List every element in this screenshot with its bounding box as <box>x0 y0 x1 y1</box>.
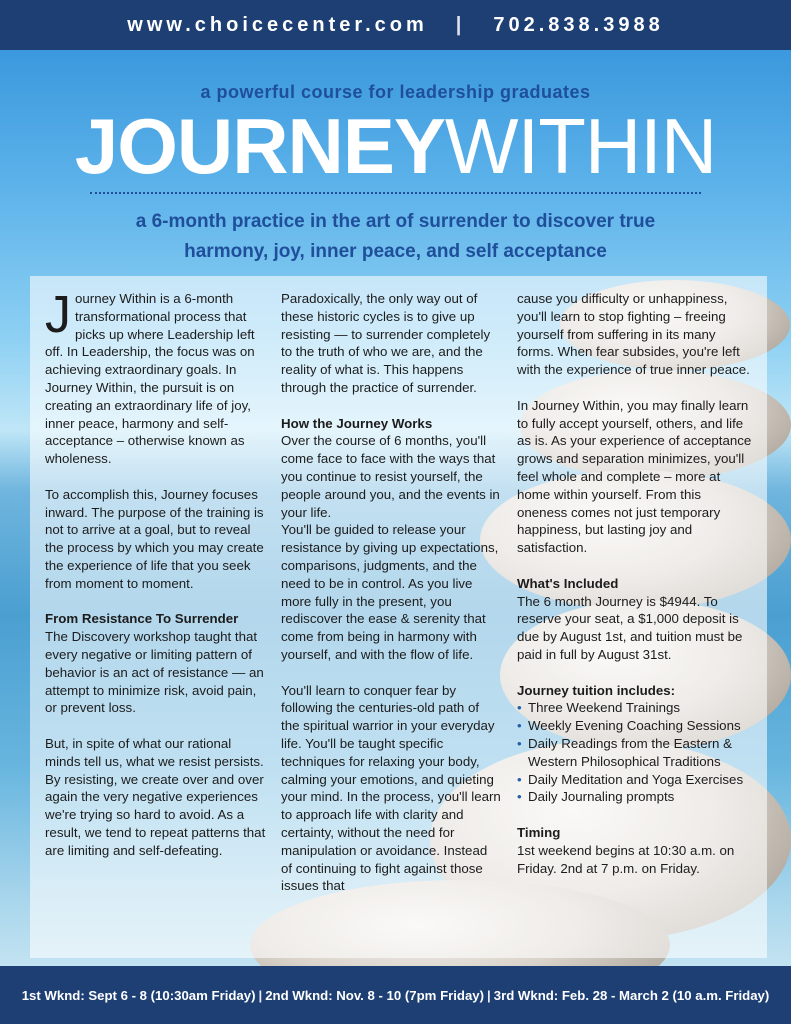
website-link[interactable]: www.choicecenter.com <box>127 13 428 36</box>
section-heading: Timing <box>517 824 561 840</box>
page-title <box>0 102 791 190</box>
drop-cap: J <box>45 286 71 344</box>
weekend-2-dates: 2nd Wknd: Nov. 8 - 10 (7pm Friday) <box>265 987 485 1003</box>
subtitle-line-2: harmony, joy, inner peace, and self acceptance <box>184 241 607 262</box>
separator: | <box>258 987 263 1003</box>
section-heading: Journey tuition includes: <box>517 682 676 698</box>
bullet-icon: • <box>517 718 522 734</box>
list-item: • Daily Readings from the Eastern & Western Philosophical Traditions <box>517 735 732 769</box>
paragraph: To accomplish this, Journey focuses inward. The purpose of the training is not to arrive at a goal, but to reveal the process by which you may create the experience of life that you seek from moment to moment. <box>45 486 264 591</box>
subtitle <box>40 207 751 267</box>
column-1 <box>45 286 267 877</box>
paragraph: The 6 month Journey is $4944. To reserve your seat, a $1,000 deposit is due by August 1st, and tuition must be paid in full by August 31st. <box>517 593 743 662</box>
section <box>281 415 501 664</box>
paragraph: Paradoxically, the only way out of these historic cycles is to give up resisting — to surrender completely to the truth of who we are, and the reality of what is. This happens through the practice of surrender. <box>281 291 491 395</box>
paragraph: You'll be guided to release your resistance by giving up expectations, comparisons, judgments, and the need to be in control. As you live more fully in the present, you rediscover the ease & serenity that come from being in harmony with yourself, and with the flow of life. <box>281 522 499 662</box>
paragraph: cause you difficulty or unhappiness, you'll learn to stop fighting – freeing yourself from suffering in its many forms. When fear subsides, you're left with the experience of true inner peace. <box>517 291 750 378</box>
contact-bar <box>0 0 791 50</box>
separator: | <box>487 987 491 1003</box>
list-item: • Weekly Evening Coaching Sessions <box>517 718 741 734</box>
paragraph: 1st weekend begins at 10:30 a.m. on Friday. 2nd at 7 p.m. on Friday. <box>517 842 735 876</box>
section-heading: How the Journey Works <box>281 415 433 431</box>
schedule-bar <box>0 966 791 1024</box>
weekend-3-dates: 3rd Wknd: Feb. 28 - March 2 (10 a.m. Friday) <box>493 987 770 1003</box>
section-heading: From Resistance To Surrender <box>45 611 239 627</box>
tuition-list <box>517 699 752 806</box>
tagline: a powerful course for leadership graduates <box>200 82 591 102</box>
section <box>45 610 267 717</box>
list-item: • Three Weekend Trainings <box>517 700 681 716</box>
paragraph: But, in spite of what our rational minds tell us, what we resist persists. By resisting, we create over and over again the very negative experiences we're trying so hard to avoid. As a result, we tend to repeat patterns that are limiting and self-defeating. <box>45 735 266 858</box>
list-item: • Daily Journaling prompts <box>517 789 675 805</box>
section <box>517 575 752 664</box>
paragraph: In Journey Within, you may finally learn to fully accept yourself, others, and life as is. As your experience of acceptance grows and separation minimizes, you'll feel whole and complete – more at home within yourself. From this oneness comes not just temporary happiness, but lasting joy and satisfaction. <box>517 397 752 556</box>
list-item: • Daily Meditation and Yoga Exercises <box>517 771 744 787</box>
section-heading: What's Included <box>517 575 619 591</box>
separator: | <box>455 13 466 36</box>
weekend-1-dates: 1st Wknd: Sept 6 - 8 (10:30am Friday) <box>21 987 256 1003</box>
paragraph: The Discovery workshop taught that every negative or limiting pattern of behavior is an act of resistance — an attempt to minimize risk, avoid pain, or prevent loss. <box>45 629 264 716</box>
column-2 <box>281 290 501 913</box>
intro-paragraph: Journey Within is a 6-month transformational process that picks up where Leadership left off. In Leadership, the focus was on achieving extraordinary goals. In Journey Within, the pursuit is on creating an extraordinary life of joy, inner peace, harmony and self-acceptance – otherwise known as wholeness. <box>45 286 255 467</box>
dotted-divider <box>90 192 701 194</box>
phone-number[interactable]: 702.838.3988 <box>493 13 664 36</box>
bullet-icon: • <box>517 789 522 805</box>
section <box>517 824 752 877</box>
paragraph: Over the course of 6 months, you'll come face to face with the ways that you continue to resist yourself, the people around you, and the events in your life. <box>281 433 500 520</box>
bullet-icon: • <box>517 771 522 787</box>
bullet-icon: • <box>517 700 522 716</box>
column-3 <box>517 290 752 895</box>
title-journey: JOURNEY <box>74 102 445 190</box>
bullet-icon: • <box>517 735 522 751</box>
paragraph: You'll learn to conquer fear by following the centuries-old path of the spiritual warrior in your everyday life. You'll be taught specific techniques for relaxing your body, calming your emotions, and quieting your mind. In the process, you'll learn to approach life with clarity and certainty, without the need for manipulation or avoidance. Instead of continuing to fight against those issues that <box>281 682 501 894</box>
subtitle-line-1: a 6-month practice in the art of surrender to discover true <box>135 211 656 232</box>
title-within: WITHIN <box>444 102 717 190</box>
